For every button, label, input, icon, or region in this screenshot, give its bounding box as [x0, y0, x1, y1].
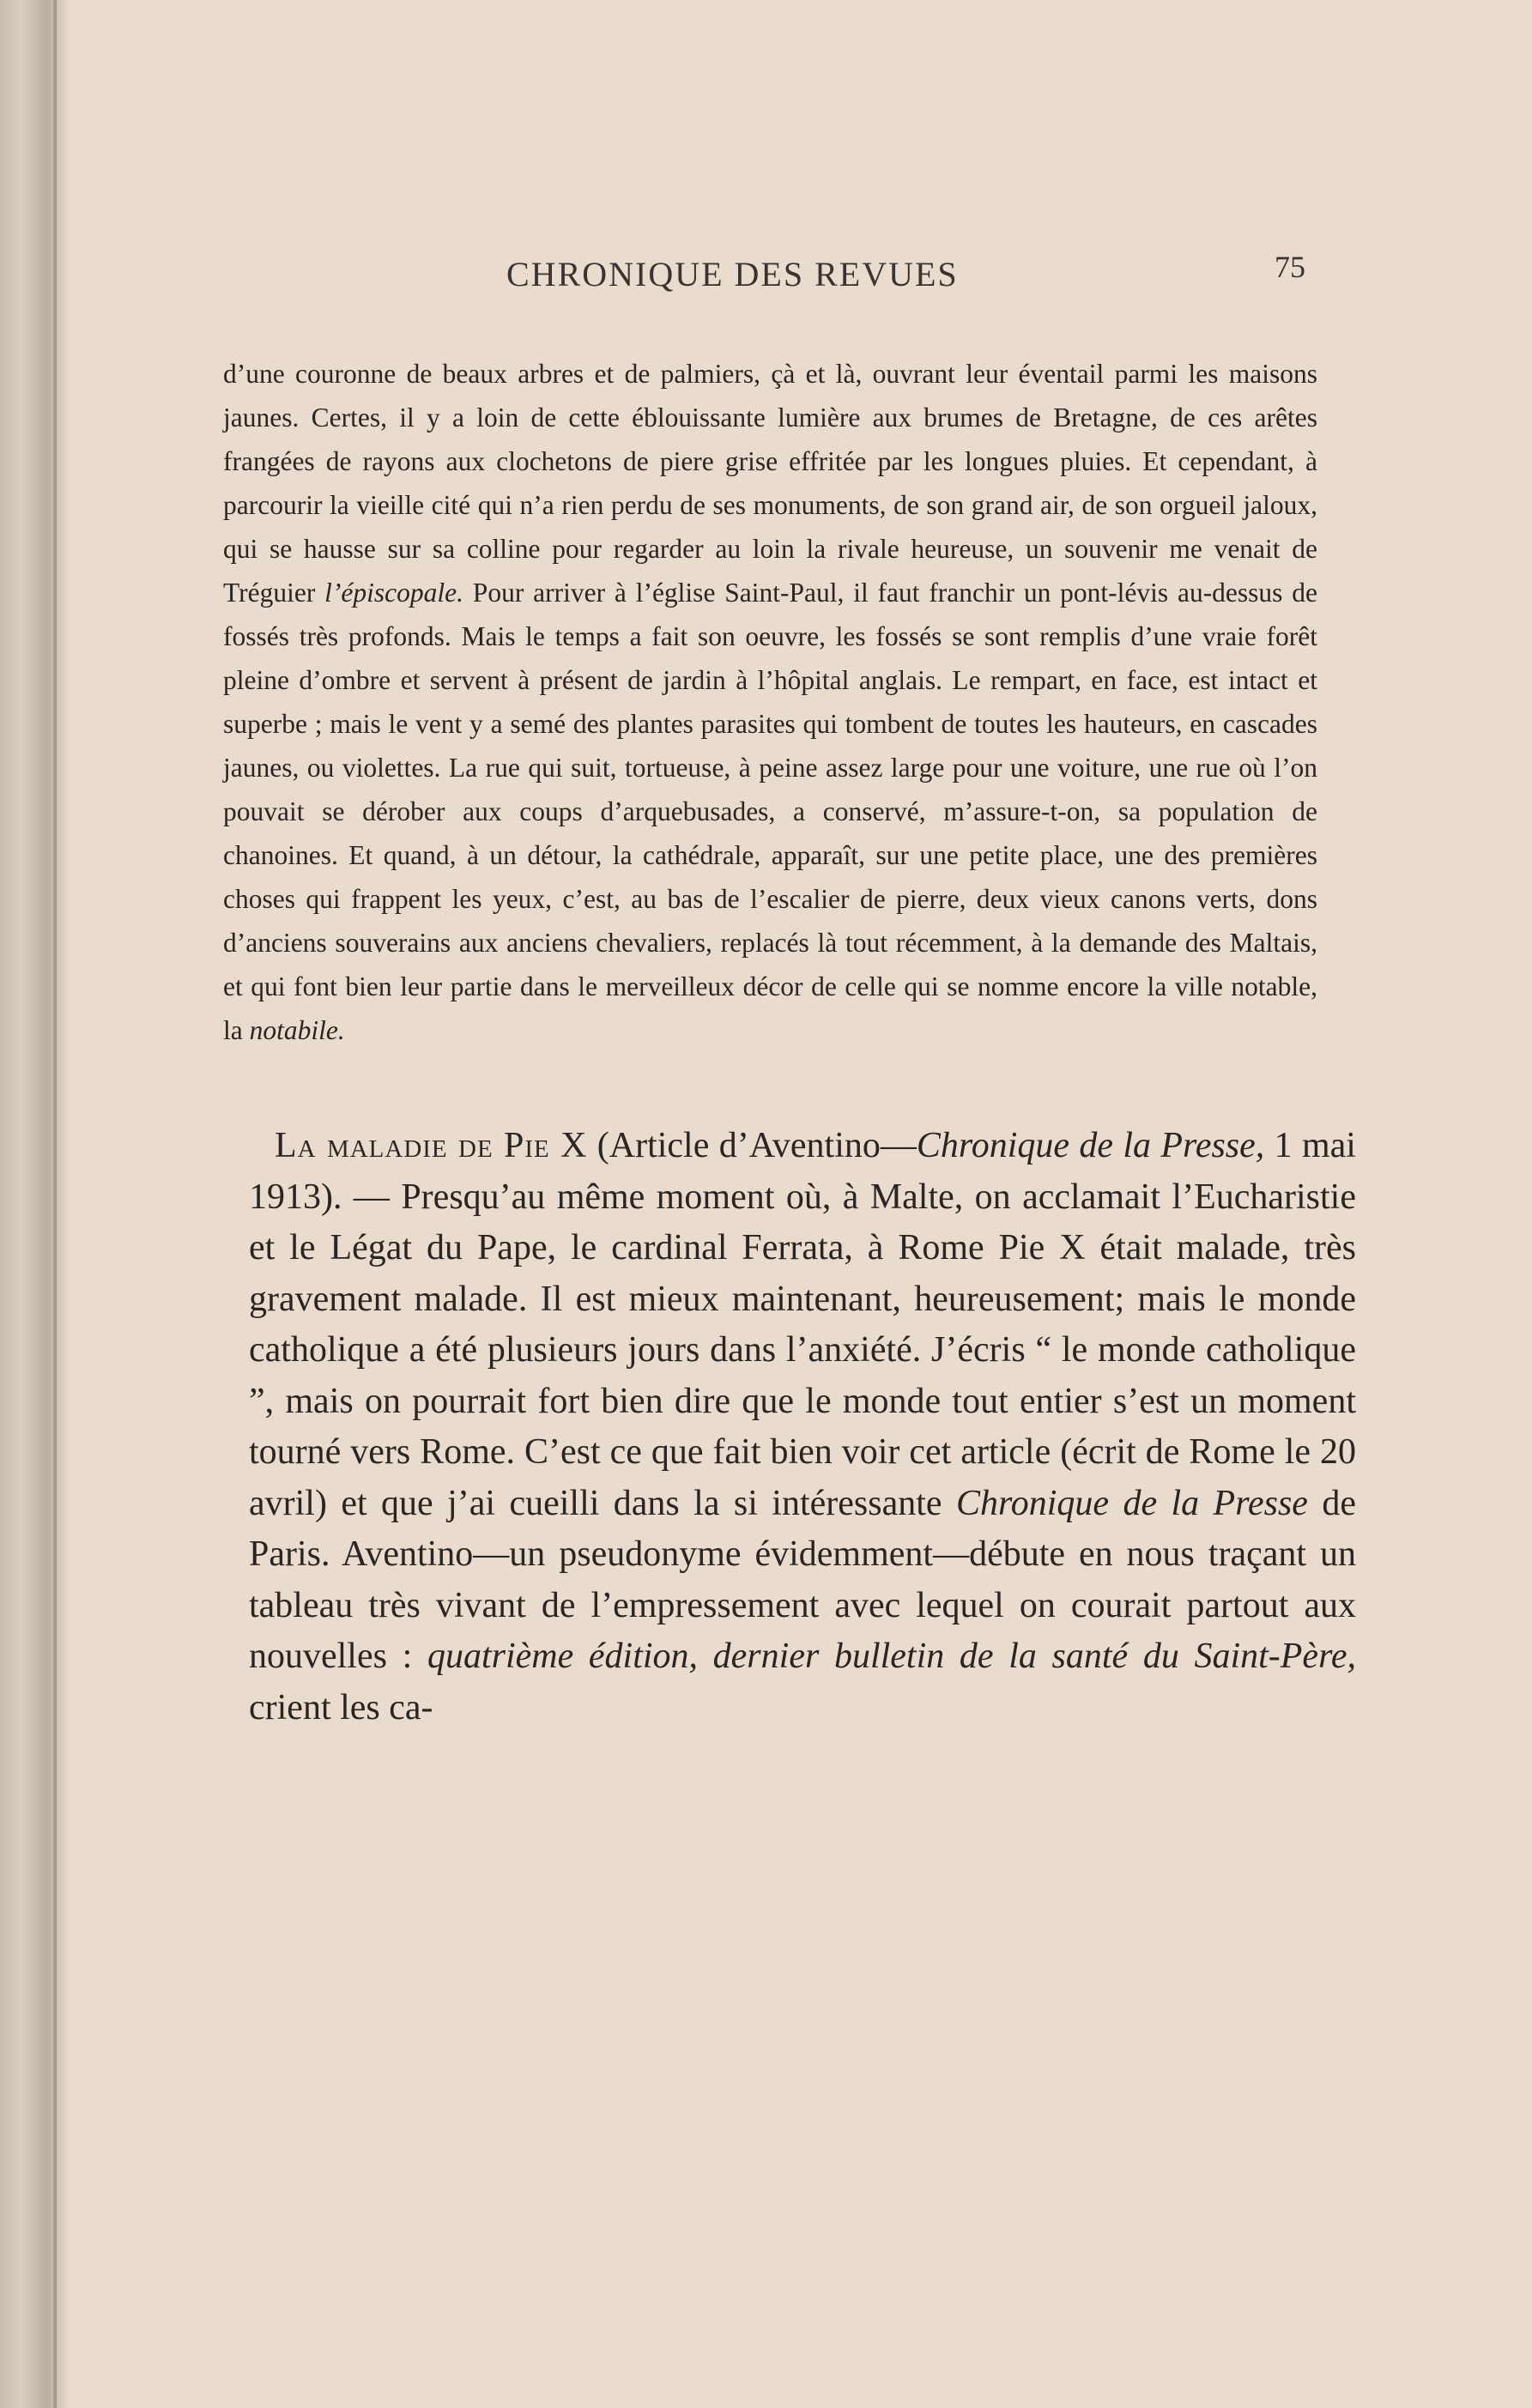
- text-run: d’une couronne de beaux arbres et de palmiers, çà et là, ouvrant leur éventail parmi les maisons jaunes. Certes, il y a loin de cette éblouissante lumière aux brumes de Bretagne, de ces arêtes frangées de rayons aux clochetons de piere grise effritée par les longues pluies. Et cependant, à parcourir la vieille cité qui n’a rien perdu de ses monuments, de son grand air, de son orgueil jaloux, qui se hausse sur sa colline pour regarder au loin la rivale heureuse, un souvenir me venait de Tréguier: [223, 359, 1317, 608]
- section-heading: La maladie de Pie X: [275, 1126, 588, 1165]
- italic-run: l’épiscopale.: [324, 578, 463, 608]
- page-number: 75: [1275, 250, 1305, 284]
- page: [197, 249, 1356, 1733]
- paragraph-pie-x: [197, 1121, 1356, 1733]
- binding-fold: [53, 0, 57, 2408]
- italic-run: Chronique de la Presse,: [916, 1126, 1265, 1165]
- italic-run: Chronique de la Presse: [955, 1483, 1308, 1523]
- paragraph-text: [249, 1121, 1356, 1733]
- text-run: de Paris. Aventino—un pseudonyme évidemment—débute en nous traçant un tableau très vivant de l’empressement avec lequel on courait partout aux nouvelles :: [249, 1483, 1356, 1676]
- running-title: CHRONIQUE DES REVUES: [506, 255, 959, 293]
- text-run: Pour arriver à l’église Saint-Paul, il faut franchir un pont-lévis au-dessus de fossés très profonds. Mais le temps a fait son oeuvre, les fossés se sont remplis d’une vraie forêt pleine d’ombre et servent à présent de jardin à l’hôpital anglais. Le rempart, en face, est intact et superbe ; mais le vent y a semé des plantes parasites qui tombent de toutes les hauteurs, en cascades jaunes, ou violettes. La rue qui suit, tortueuse, à peine assez large pour une voiture, une rue où l’on pouvait se dérober aux coups d’arquebusades, a conservé, m’assure-t-on, sa population de chanoines. Et quand, à un détour, la cathédrale, apparaît, sur une petite place, une des premières choses qui frappent les yeux, c’est, au bas de l’escalier de pierre, deux vieux canons verts, dons d’anciens souverains aux anciens chevaliers, replacés là tout récemment, à la demande des Maltais, et qui font bien leur partie dans le merveilleux décor de celle qui se nomme encore la ville notable, la: [223, 578, 1317, 1045]
- italic-run: notabile.: [249, 1015, 345, 1045]
- paragraph-malta-description: [197, 352, 1317, 1052]
- text-run: (Article d’Aventino—: [587, 1126, 917, 1165]
- italic-run: quatrième édition, dernier bulletin de la santé du Saint-Père,: [427, 1637, 1357, 1676]
- paragraph-text: [223, 352, 1317, 1052]
- book-gutter: [0, 0, 69, 2408]
- text-run: Presqu’au même moment où, à Malte, on acclamait l’Eucharistie et le Légat du Pape, le cardinal Ferrata, à Rome Pie X était malade, très gravement malade. Il est mieux maintenant, heureusement; mais le monde catholique a été plusieurs jours dans l’anxiété. J’écris “ le monde catholique ”, mais on pourrait fort bien dire que le monde tout entier s’est un moment tourné vers Rome. C’est ce que fait bien voir cet article (écrit de Rome le 20 avril) et que j’ai cueilli dans la si intéressante: [249, 1177, 1356, 1523]
- text-run: 1 mai 1913). —: [249, 1126, 1356, 1217]
- text-run: crient les ca-: [249, 1687, 433, 1727]
- running-head: [197, 249, 1356, 300]
